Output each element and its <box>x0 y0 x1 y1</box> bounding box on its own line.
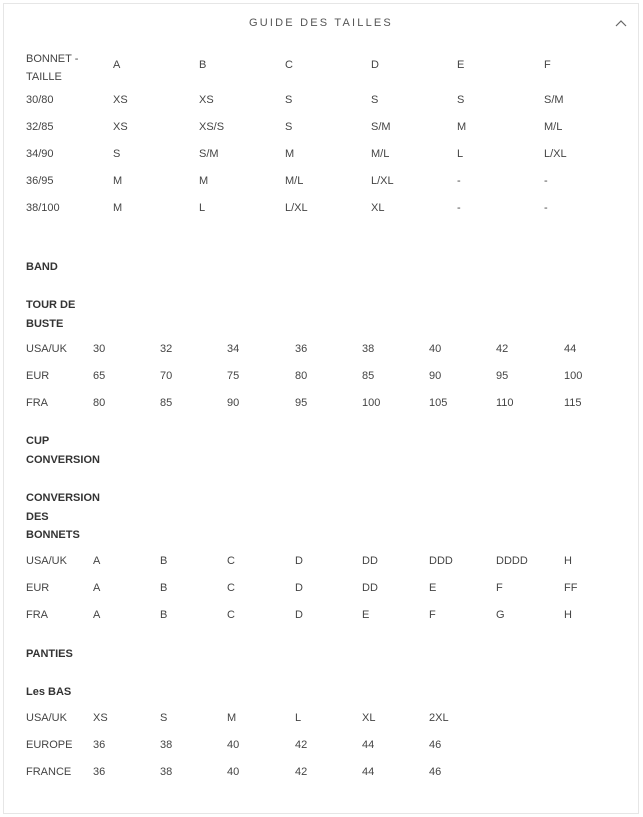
table-cell: 38 <box>160 766 173 778</box>
table-cell: C <box>227 582 235 594</box>
table-cell: 38 <box>160 739 173 751</box>
row-label: 32/85 <box>26 121 54 133</box>
row-label: EUR <box>26 582 50 594</box>
table-cell: G <box>496 609 505 621</box>
table-cell: F <box>496 582 503 594</box>
table-cell: L <box>295 712 302 724</box>
size-table-corner-header <box>26 50 78 86</box>
table-cell: S/M <box>371 121 391 133</box>
column-header: B <box>199 59 207 71</box>
table-cell: 42 <box>295 766 308 778</box>
table-cell: DDDD <box>496 555 528 567</box>
cup-subheading <box>26 489 100 545</box>
table-cell: 40 <box>429 343 442 355</box>
band-heading: BAND <box>26 261 58 273</box>
cup-subheading-line-2: DES <box>26 510 49 523</box>
table-cell: S <box>371 94 379 106</box>
table-cell: S/M <box>544 94 564 106</box>
table-cell: A <box>93 609 101 621</box>
row-label: USA/UK <box>26 343 67 355</box>
table-cell: XS <box>113 121 128 133</box>
table-cell: 95 <box>496 370 509 382</box>
column-header: A <box>113 59 121 71</box>
table-cell: 75 <box>227 370 240 382</box>
table-cell: M/L <box>371 148 390 160</box>
table-cell: 40 <box>227 766 240 778</box>
table-cell: E <box>429 582 437 594</box>
table-cell: 80 <box>295 370 308 382</box>
table-cell: S <box>113 148 121 160</box>
row-label: 36/95 <box>26 175 54 187</box>
table-cell: 44 <box>362 739 375 751</box>
corner-header-line-1: BONNET - <box>26 53 79 65</box>
table-cell: - <box>544 175 548 187</box>
table-cell: - <box>457 175 461 187</box>
table-cell: B <box>160 609 168 621</box>
corner-header-line-2: TAILLE <box>26 71 62 83</box>
table-cell: - <box>457 202 461 214</box>
row-label: 30/80 <box>26 94 54 106</box>
table-cell: 100 <box>564 370 583 382</box>
size-guide-header[interactable] <box>4 4 638 44</box>
table-cell: DDD <box>429 555 453 567</box>
table-cell: S <box>285 94 293 106</box>
table-cell: 36 <box>93 766 106 778</box>
table-cell: M <box>285 148 295 160</box>
table-cell: DD <box>362 582 378 594</box>
band-subheading <box>26 296 75 333</box>
table-cell: 36 <box>295 343 308 355</box>
table-cell: XL <box>371 202 385 214</box>
table-cell: B <box>160 555 168 567</box>
table-cell: 95 <box>295 397 308 409</box>
table-cell: C <box>227 609 235 621</box>
table-cell: M <box>113 175 123 187</box>
row-label: FRANCE <box>26 766 72 778</box>
table-cell: 44 <box>564 343 577 355</box>
table-cell: 34 <box>227 343 240 355</box>
table-cell: 70 <box>160 370 173 382</box>
table-cell: L <box>199 202 206 214</box>
table-cell: 105 <box>429 397 448 409</box>
table-cell: M/L <box>285 175 304 187</box>
table-cell: XS/S <box>199 121 225 133</box>
panties-subheading: Les BAS <box>26 686 72 698</box>
table-cell: 38 <box>362 343 375 355</box>
table-cell: M <box>457 121 467 133</box>
table-cell: D <box>295 582 303 594</box>
table-cell: XS <box>93 712 108 724</box>
table-cell: DD <box>362 555 378 567</box>
table-cell: 40 <box>227 739 240 751</box>
table-cell: FF <box>564 582 578 594</box>
chevron-up-icon[interactable] <box>614 17 628 29</box>
table-cell: A <box>93 555 101 567</box>
row-label: USA/UK <box>26 555 67 567</box>
table-cell: 100 <box>362 397 381 409</box>
table-cell: 80 <box>93 397 106 409</box>
row-label: EUROPE <box>26 739 73 751</box>
cup-heading-line-1: CUP <box>26 435 50 447</box>
table-cell: 65 <box>93 370 106 382</box>
table-cell: M/L <box>544 121 563 133</box>
table-cell: 46 <box>429 766 442 778</box>
table-cell: C <box>227 555 235 567</box>
table-cell: L/XL <box>285 202 308 214</box>
row-label: 34/90 <box>26 148 54 160</box>
cup-heading <box>26 432 100 469</box>
table-cell: S/M <box>199 148 219 160</box>
column-header: D <box>371 59 379 71</box>
table-cell: L <box>457 148 464 160</box>
table-cell: A <box>93 582 101 594</box>
table-cell: M <box>199 175 209 187</box>
row-label: EUR <box>26 370 50 382</box>
table-cell: 36 <box>93 739 106 751</box>
band-subheading-line-1: TOUR DE <box>26 299 76 311</box>
table-cell: D <box>295 609 303 621</box>
table-cell: H <box>564 555 572 567</box>
table-cell: 90 <box>227 397 240 409</box>
table-cell: S <box>457 94 465 106</box>
table-cell: B <box>160 582 168 594</box>
row-label: FRA <box>26 609 48 621</box>
table-cell: XS <box>199 94 214 106</box>
table-cell: 2XL <box>429 712 449 724</box>
size-guide-title: GUIDE DES TAILLES <box>249 17 393 29</box>
row-label: USA/UK <box>26 712 67 724</box>
cup-subheading-line-3: BONNETS <box>26 529 80 541</box>
table-cell: 85 <box>362 370 375 382</box>
table-cell: 42 <box>496 343 509 355</box>
column-header: C <box>285 59 293 71</box>
row-label: FRA <box>26 397 48 409</box>
row-label: 38/100 <box>26 202 60 214</box>
table-cell: 115 <box>564 397 582 409</box>
cup-subheading-line-1: CONVERSION <box>26 492 100 504</box>
table-cell: 30 <box>93 343 106 355</box>
table-cell: 32 <box>160 343 173 355</box>
table-cell: S <box>285 121 293 133</box>
column-header: F <box>544 59 551 71</box>
table-cell: 85 <box>160 397 173 409</box>
table-cell: - <box>544 202 548 214</box>
table-cell: 44 <box>362 766 375 778</box>
band-subheading-line-2: BUSTE <box>26 317 64 330</box>
table-cell: M <box>113 202 123 214</box>
table-cell: 110 <box>496 397 514 409</box>
table-cell: XL <box>362 712 376 724</box>
table-cell: 90 <box>429 370 442 382</box>
table-cell: F <box>429 609 436 621</box>
column-header: E <box>457 59 465 71</box>
cup-heading-line-2: CONVERSION <box>26 453 100 466</box>
table-cell: XS <box>113 94 128 106</box>
table-cell: L/XL <box>544 148 567 160</box>
table-cell: 46 <box>429 739 442 751</box>
table-cell: E <box>362 609 370 621</box>
table-cell: H <box>564 609 572 621</box>
table-cell: D <box>295 555 303 567</box>
table-cell: S <box>160 712 168 724</box>
table-cell: L/XL <box>371 175 394 187</box>
table-cell: M <box>227 712 237 724</box>
panties-heading: PANTIES <box>26 648 73 660</box>
table-cell: 42 <box>295 739 308 751</box>
